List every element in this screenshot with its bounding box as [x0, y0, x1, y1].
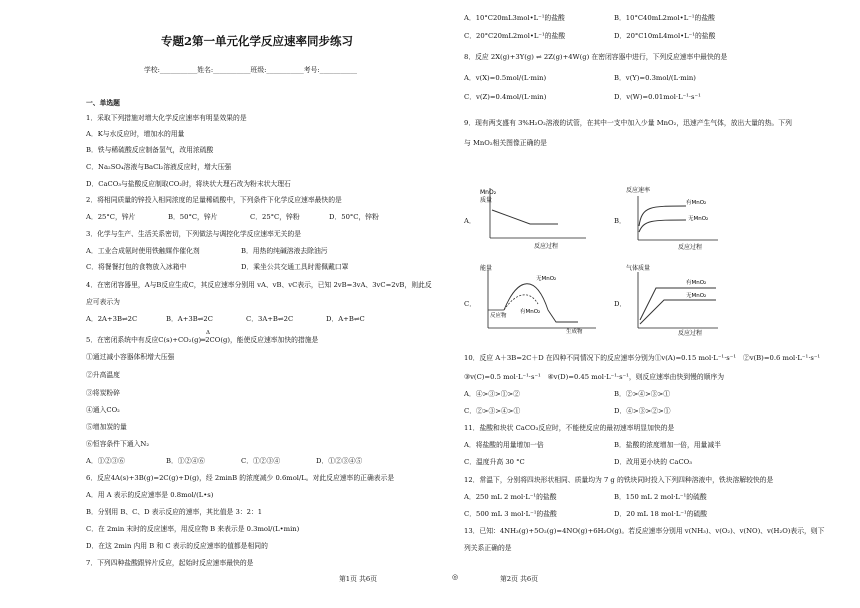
graph-a-xlabel: 反应过程	[534, 243, 559, 250]
q5-option-a: A．①②③⑥	[86, 457, 125, 465]
question-4-cont: 应可表示为	[86, 298, 120, 306]
section-heading: 一、单选题	[86, 99, 120, 107]
question-6: 6．反应4A(s)+3B(g)=2C(g)+D(g)，经 2minB 的浓度减少 0.6mol/L。对此反应速率的正确表示是	[86, 474, 395, 482]
graph-c-product: 生成物	[566, 329, 583, 335]
graph-a-ylabel-2: 质量	[480, 197, 493, 204]
graph-c-label: C．	[464, 300, 476, 308]
question-1: 1．采取下列措施对增大化学反应速率有明显效果的是	[86, 114, 247, 122]
q2-option-b: B．50°C，锌片	[168, 213, 218, 221]
q1-option-c: C．Na₂SO₄溶液与BaCl₂溶液反应时，增大压强	[86, 163, 232, 171]
graph-a-label: A．	[464, 217, 476, 225]
q11-option-d: D．改用更小块的 CaCO₃	[614, 458, 692, 466]
graph-b	[626, 186, 736, 256]
student-info-line: 学校:___________姓名:___________班级:___________考号:___________	[144, 66, 358, 74]
graph-d-ylabel: 气体质量	[626, 265, 651, 272]
question-4: 4．在密闭容器里，A与B反应生成C，其反应速率分别用 vA、vB、vC表示，已知 2vB=3vA、3vC=2vB，则此反	[86, 281, 432, 289]
graph-b-xlabel: 反应过程	[678, 244, 703, 251]
graph-d-series-1: 有MnO₂	[686, 280, 707, 286]
q7-option-b: B．10°C40mL2mol•L⁻¹的盐酸	[614, 14, 715, 22]
q8-option-a: A．v(X)=0.5mol/(L·min)	[464, 74, 547, 82]
question-13: 13．已知：4NH₃(g)+5O₂(g)=4NO(g)+6H₂O(g)。若反应速率分别用 v(NH₃)、v(O₂)、v(NO)、v(H₂O)表示，则下	[464, 527, 825, 535]
q5-item-6: ⑥恒容条件下通入N₂	[86, 440, 150, 448]
q5-item-2: ②升高温度	[86, 371, 120, 379]
q5-option-d: D．①②③④⑤	[316, 457, 363, 465]
q4-option-c: C．3A+B⇌2C	[246, 315, 294, 323]
graph-b-ylabel: 反应速率	[626, 187, 651, 194]
q3-option-a: A．工业合成氨时使用铁触媒作催化剂	[86, 247, 200, 255]
graph-c-series-2: 有MnO₂	[520, 309, 541, 315]
q3-option-b: B．用热的纯碱溶液去除油污	[241, 247, 328, 255]
q4-option-d: D．A+B⇌C	[326, 315, 365, 323]
graph-d-series-2: 无MnO₂	[686, 293, 707, 299]
q5-option-c: C．①②③④	[241, 457, 281, 465]
graph-c-series-1: 无MnO₂	[536, 276, 557, 282]
q2-option-d: D．50°C，锌粉	[329, 213, 379, 221]
q5-option-b: B．①②④⑥	[166, 457, 205, 465]
page-number-right: 第2页 共6页	[500, 575, 538, 583]
q2-option-a: A．25°C，锌片	[86, 213, 136, 221]
graph-c-reactant: 反应物	[490, 313, 507, 319]
graph-b-series-1: 有MnO₂	[686, 200, 707, 206]
q8-option-c: C．v(Z)=0.4mol/(L·min)	[464, 93, 547, 101]
graph-b-series-2: 无MnO₂	[688, 216, 709, 222]
question-11: 11．盐酸和块状 CaCO₃反应时，不能使反应的最初速率明显加快的是	[464, 424, 675, 432]
q12-option-a: A．250 mL 2 mol·L⁻¹的盐酸	[464, 493, 557, 501]
question-9: 9．现有两支盛有 3%H₂O₂溶液的试管，在其中一支中加入少量 MnO₂，迅速产生气体，放出大量的热。下列	[464, 119, 792, 127]
graph-c	[478, 264, 598, 340]
heat-delta-symbol: Δ	[206, 330, 210, 336]
q2-option-c: C．25°C，锌粉	[250, 213, 300, 221]
graph-d-xlabel: 反应过程	[678, 330, 703, 336]
q6-option-d: D．在这 2min 内用 B 和 C 表示的反应速率的值都是相同的	[86, 542, 268, 550]
q11-option-a: A．将盐酸的用量增加一倍	[464, 441, 544, 449]
q8-option-d: D．v(W)=0.01mol·L⁻¹·s⁻¹	[614, 93, 701, 101]
q4-option-b: B．A+3B⇌2C	[166, 315, 213, 323]
q10-option-c: C．②>③>④>①	[464, 407, 521, 415]
graph-d	[626, 264, 736, 340]
question-3: 3．化学与生产、生活关系密切，下列做法与调控化学反应速率无关的是	[86, 230, 302, 238]
q1-option-b: B．铁与稀硫酸反应制备氢气，改用浓硫酸	[86, 146, 214, 154]
q4-option-a: A．2A+3B⇌2C	[86, 315, 138, 323]
q1-option-d: D．CaCO₃与盐酸反应制取CO₂时，将块状大理石改为粉末状大理石	[86, 180, 291, 188]
q7-option-d: D．20°C10mL4mol•L⁻¹的盐酸	[614, 32, 716, 40]
question-9-cont: 与 MnO₂相关图像正确的是	[464, 139, 547, 147]
q12-option-c: C．500 mL 3 mol·L⁻¹的盐酸	[464, 510, 557, 518]
question-12: 12．常温下，分别将四块形状相同、质量均为 7 g 的铁块同时投入下列四种溶液中，铁块溶解较快的是	[464, 476, 774, 484]
page-number-left: 第1页 共6页	[339, 575, 377, 583]
page-title: 专题2第一单元化学反应速率同步练习	[161, 34, 353, 48]
binding-hole-icon: ◎	[452, 573, 459, 581]
q5-item-3: ③将炭粉碎	[86, 389, 120, 397]
q3-option-c: C．将餐餐打包的食物放入冰箱中	[86, 263, 187, 271]
q5-item-1: ①通过减小容器体积增大压强	[86, 353, 175, 361]
q12-option-d: D．20 mL 18 mol·L⁻¹的硫酸	[614, 510, 708, 518]
question-7: 7．下列四种盐酸跟锌片反应，起始时反应速率最快的是	[86, 559, 254, 567]
q3-option-d: D．乘坐公共交通工具时需佩戴口罩	[241, 263, 349, 271]
q10-option-a: A．④>③>①>②	[464, 390, 520, 398]
question-13-cont: 列关系正确的是	[464, 544, 512, 552]
q10-option-b: B．②>④>③>①	[614, 390, 671, 398]
q6-option-b: B．分别用 B、C、D 表示反应的速率，其比值是 3：2：1	[86, 508, 263, 516]
q7-option-c: C．20°C20mL2mol•L⁻¹的盐酸	[464, 32, 566, 40]
question-2: 2．将相同质量的锌投入相同浓度的足量稀硫酸中，下列条件下化学反应速率最快的是	[86, 196, 342, 204]
q6-option-c: C．在 2min 末时的反应速率，用反应物 B 来表示是 0.3mol/(L•min)	[86, 525, 300, 533]
graph-b-label: B．	[614, 217, 626, 225]
q6-option-a: A．用 A 表示的反应速率是 0.8mol/(L•s)	[86, 491, 214, 499]
q5-item-4: ④通入CO₂	[86, 406, 120, 414]
q5-item-5: ⑤增加炭的量	[86, 423, 127, 431]
graph-d-label: D．	[614, 300, 627, 308]
q1-option-a: A．K与水反应时，增加水的用量	[86, 130, 185, 138]
question-5: 5．在密闭系统中有反应C(s)+CO₂(g)═2CO(g)，能使反应速率加快的措施是	[86, 336, 319, 344]
q7-option-a: A．10°C20mL3mol•L⁻¹的盐酸	[464, 14, 565, 22]
graph-c-ylabel: 能量	[480, 265, 493, 272]
q10-option-d: D．④>③>②>①	[614, 407, 671, 415]
graph-a-ylabel: MnO₂	[480, 189, 497, 196]
q8-option-b: B．v(Y)=0.3mol/(L·min)	[614, 74, 696, 82]
question-8: 8．反应 2X(g)+3Y(g) ⇌ 2Z(g)+4W(g) 在密闭容器中进行，下列反应速率中最快的是	[464, 53, 728, 61]
q12-option-b: B．150 mL 2 mol·L⁻¹的硫酸	[614, 493, 707, 501]
q11-option-b: B．盐酸的浓度增加一倍，用量减半	[614, 441, 721, 449]
question-10: 10．反应 A＋3B=2C＋D 在四种不同情况下的反应速率分别为①v(A)=0.15 mol·L⁻¹·s⁻¹ ②v(B)=0.6 mol·L⁻¹·s⁻¹	[464, 354, 821, 362]
question-10-cont: ③v(C)=0.5 mol·L⁻¹·s⁻¹ ④v(D)=0.45 mol·L⁻¹·s⁻¹，则反应速率由快到慢的顺序为	[464, 373, 725, 381]
q11-option-c: C．温度升高 30 °C	[464, 458, 525, 466]
graph-a	[478, 186, 588, 256]
